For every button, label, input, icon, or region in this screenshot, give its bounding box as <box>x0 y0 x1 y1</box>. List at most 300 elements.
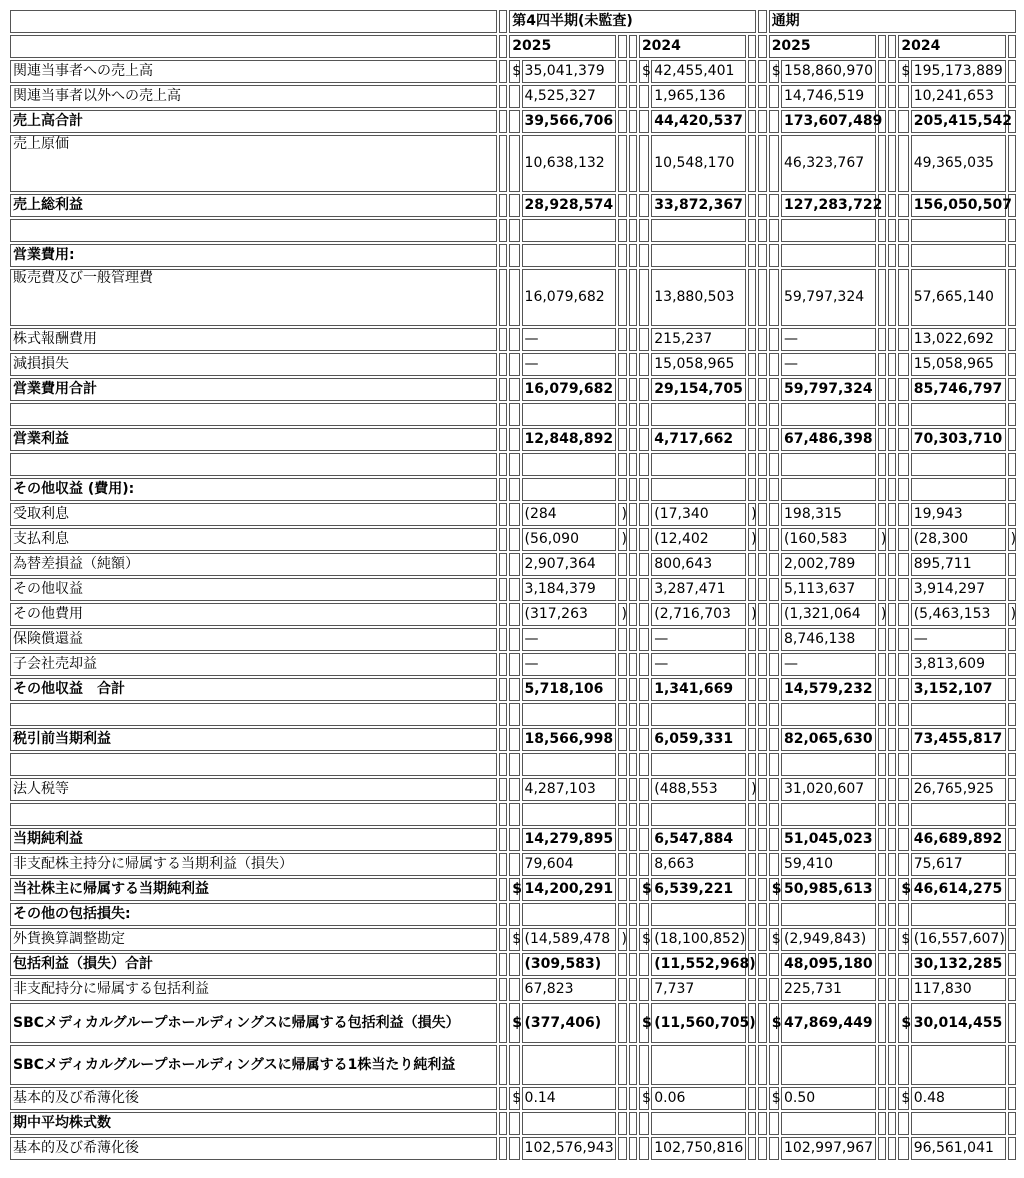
closing-paren-q4-2024 <box>748 110 756 133</box>
value-q4-2025: 12,848,892 <box>522 428 617 451</box>
currency-symbol-q4-2024 <box>639 194 649 217</box>
currency-symbol-q4-2025 <box>509 678 519 701</box>
currency-symbol-fy-2024 <box>898 244 908 267</box>
value-q4-2025: 14,279,895 <box>522 828 617 851</box>
currency-symbol-q4-2024 <box>639 978 649 1001</box>
value-q4-2025: 0.14 <box>522 1087 617 1110</box>
closing-paren-q4-2024 <box>748 753 756 776</box>
row-label: その他収益 <box>10 578 497 601</box>
row-label <box>10 453 497 476</box>
closing-paren-q4-2025 <box>618 135 626 192</box>
value-q4-2024: 3,287,471 <box>651 578 746 601</box>
value-fy-2024: 30,132,285 <box>911 953 1006 976</box>
currency-symbol-fy-2024 <box>898 135 908 192</box>
closing-paren-q4-2024 <box>748 328 756 351</box>
currency-symbol-q4-2024 <box>639 403 649 426</box>
currency-symbol-fy-2025 <box>769 403 779 426</box>
value-fy-2024: 3,152,107 <box>911 678 1006 701</box>
row-label: 支払利息 <box>10 528 497 551</box>
value-q4-2025: 67,823 <box>522 978 617 1001</box>
closing-paren-q4-2025 <box>618 1087 626 1110</box>
closing-paren-q4-2025 <box>618 1112 626 1135</box>
value-q4-2024: 7,737 <box>651 978 746 1001</box>
currency-symbol-q4-2025 <box>509 478 519 501</box>
closing-paren-q4-2025: ) <box>618 503 626 526</box>
currency-symbol-fy-2024 <box>898 1112 908 1135</box>
value-q4-2025: 18,566,998 <box>522 728 617 751</box>
row-label: 基本的及び希薄化後 <box>10 1087 497 1110</box>
value-fy-2025: (1,321,064 <box>781 603 876 626</box>
row-label: 減損損失 <box>10 353 497 376</box>
currency-symbol-q4-2024 <box>639 269 649 326</box>
currency-symbol-fy-2025 <box>769 1045 779 1085</box>
value-q4-2025 <box>522 703 617 726</box>
currency-symbol-fy-2024 <box>898 269 908 326</box>
value-fy-2025: 48,095,180 <box>781 953 876 976</box>
closing-paren-fy-2025 <box>878 85 886 108</box>
closing-paren-q4-2025 <box>618 703 626 726</box>
closing-paren-fy-2024 <box>1008 428 1016 451</box>
closing-paren-fy-2025 <box>878 453 886 476</box>
row-label <box>10 703 497 726</box>
closing-paren-fy-2024 <box>1008 653 1016 676</box>
value-q4-2025: (56,090 <box>522 528 617 551</box>
value-fy-2025 <box>781 244 876 267</box>
value-fy-2025: 102,997,967 <box>781 1137 876 1160</box>
closing-paren-q4-2025 <box>618 85 626 108</box>
closing-paren-q4-2024 <box>748 428 756 451</box>
row-label: 営業利益 <box>10 428 497 451</box>
currency-symbol-q4-2024 <box>639 219 649 242</box>
closing-paren-q4-2024 <box>748 803 756 826</box>
value-fy-2024: 70,303,710 <box>911 428 1006 451</box>
closing-paren-q4-2024 <box>748 903 756 926</box>
currency-symbol-fy-2024 <box>898 478 908 501</box>
currency-symbol-fy-2024 <box>898 503 908 526</box>
closing-paren-q4-2024: ) <box>748 503 756 526</box>
value-q4-2025 <box>522 1112 617 1135</box>
value-fy-2024 <box>911 219 1006 242</box>
currency-symbol-fy-2024 <box>898 603 908 626</box>
value-q4-2025: 79,604 <box>522 853 617 876</box>
value-q4-2025: 14,200,291 <box>522 878 617 901</box>
table-row <box>10 110 1016 133</box>
table-row <box>10 219 1016 242</box>
currency-symbol-q4-2025 <box>509 1045 519 1085</box>
closing-paren-q4-2024 <box>748 219 756 242</box>
closing-paren-fy-2024 <box>1008 753 1016 776</box>
closing-paren-fy-2025: ) <box>878 603 886 626</box>
row-label <box>10 219 497 242</box>
value-q4-2024: (17,340 <box>651 503 746 526</box>
value-fy-2024: 75,617 <box>911 853 1006 876</box>
closing-paren-fy-2025 <box>878 1045 886 1085</box>
value-fy-2025 <box>781 703 876 726</box>
closing-paren-q4-2025 <box>618 110 626 133</box>
currency-symbol-fy-2025 <box>769 478 779 501</box>
table-row <box>10 428 1016 451</box>
value-q4-2025: (317,263 <box>522 603 617 626</box>
closing-paren-fy-2025 <box>878 1087 886 1110</box>
table-row <box>10 903 1016 926</box>
currency-symbol-q4-2025 <box>509 803 519 826</box>
value-q4-2025: 16,079,682 <box>522 378 617 401</box>
closing-paren-fy-2024 <box>1008 578 1016 601</box>
table-row <box>10 578 1016 601</box>
closing-paren-q4-2024 <box>748 269 756 326</box>
value-q4-2024 <box>651 1112 746 1135</box>
currency-symbol-q4-2025 <box>509 853 519 876</box>
value-fy-2025 <box>781 753 876 776</box>
currency-symbol-fy-2025 <box>769 903 779 926</box>
table-row <box>10 778 1016 801</box>
currency-symbol-fy-2025 <box>769 328 779 351</box>
value-q4-2024: 6,539,221 <box>651 878 746 901</box>
closing-paren-q4-2025 <box>618 853 626 876</box>
table-row <box>10 878 1016 901</box>
closing-paren-q4-2025 <box>618 403 626 426</box>
row-label: 税引前当期利益 <box>10 728 497 751</box>
value-q4-2025: 102,576,943 <box>522 1137 617 1160</box>
closing-paren-q4-2025 <box>618 753 626 776</box>
value-fy-2025: — <box>781 328 876 351</box>
table-row <box>10 378 1016 401</box>
value-fy-2024: 73,455,817 <box>911 728 1006 751</box>
currency-symbol-q4-2024: $ <box>639 1003 649 1043</box>
closing-paren-fy-2025 <box>878 928 886 951</box>
closing-paren-q4-2024 <box>748 703 756 726</box>
value-fy-2024: — <box>911 628 1006 651</box>
row-label: 受取利息 <box>10 503 497 526</box>
table-row <box>10 1137 1016 1160</box>
row-label: SBCメディカルグループホールディングスに帰属する1株当たり純利益 <box>10 1045 497 1085</box>
currency-symbol-fy-2025 <box>769 269 779 326</box>
table-row <box>10 653 1016 676</box>
closing-paren-fy-2025 <box>878 503 886 526</box>
currency-symbol-q4-2025 <box>509 653 519 676</box>
closing-paren-q4-2024 <box>748 678 756 701</box>
value-q4-2025: (284 <box>522 503 617 526</box>
closing-paren-q4-2025 <box>618 244 626 267</box>
currency-symbol-q4-2025: $ <box>509 878 519 901</box>
currency-symbol-q4-2024 <box>639 110 649 133</box>
income-statement-table <box>8 8 1018 1162</box>
closing-paren-q4-2025 <box>618 553 626 576</box>
closing-paren-q4-2025 <box>618 728 626 751</box>
currency-symbol-q4-2024 <box>639 478 649 501</box>
currency-symbol-fy-2024 <box>898 85 908 108</box>
value-fy-2025: 173,607,489 <box>781 110 876 133</box>
currency-symbol-fy-2024 <box>898 578 908 601</box>
value-fy-2024 <box>911 478 1006 501</box>
currency-symbol-fy-2024 <box>898 453 908 476</box>
currency-symbol-fy-2024 <box>898 903 908 926</box>
closing-paren-fy-2024 <box>1008 878 1016 901</box>
closing-paren-fy-2024 <box>1008 953 1016 976</box>
currency-symbol-q4-2024 <box>639 953 649 976</box>
closing-paren-q4-2025 <box>618 1003 626 1043</box>
header-row-years <box>10 35 1016 58</box>
currency-symbol-q4-2024 <box>639 853 649 876</box>
currency-symbol-fy-2025 <box>769 219 779 242</box>
currency-symbol-q4-2025 <box>509 135 519 192</box>
value-fy-2024 <box>911 803 1006 826</box>
closing-paren-fy-2024: ) <box>1008 603 1016 626</box>
value-q4-2025 <box>522 803 617 826</box>
currency-symbol-q4-2024 <box>639 85 649 108</box>
currency-symbol-q4-2024 <box>639 244 649 267</box>
currency-symbol-q4-2025 <box>509 194 519 217</box>
currency-symbol-q4-2024 <box>639 828 649 851</box>
currency-symbol-fy-2024 <box>898 110 908 133</box>
value-q4-2024: 1,341,669 <box>651 678 746 701</box>
currency-symbol-fy-2025: $ <box>769 1003 779 1043</box>
closing-paren-q4-2025 <box>618 653 626 676</box>
closing-paren-q4-2024: ) <box>748 778 756 801</box>
value-q4-2025 <box>522 478 617 501</box>
closing-paren-q4-2025: ) <box>618 928 626 951</box>
closing-paren-fy-2024 <box>1008 269 1016 326</box>
table-row <box>10 85 1016 108</box>
value-fy-2025 <box>781 903 876 926</box>
value-fy-2024 <box>911 244 1006 267</box>
currency-symbol-fy-2024: $ <box>898 1087 908 1110</box>
row-label: その他収益 合計 <box>10 678 497 701</box>
value-q4-2024: — <box>651 653 746 676</box>
value-fy-2024: 156,050,507 <box>911 194 1006 217</box>
table-row <box>10 853 1016 876</box>
value-fy-2024: (16,557,607) <box>911 928 1006 951</box>
value-q4-2024: 1,965,136 <box>651 85 746 108</box>
closing-paren-q4-2025 <box>618 828 626 851</box>
value-q4-2024: 29,154,705 <box>651 378 746 401</box>
table-row <box>10 803 1016 826</box>
row-label: 売上総利益 <box>10 194 497 217</box>
closing-paren-fy-2024 <box>1008 978 1016 1001</box>
value-q4-2024: 0.06 <box>651 1087 746 1110</box>
currency-symbol-q4-2024 <box>639 703 649 726</box>
row-label: 売上原価 <box>10 135 497 192</box>
year-header-fy-2025: 2025 <box>769 35 876 58</box>
currency-symbol-q4-2025 <box>509 703 519 726</box>
currency-symbol-q4-2024 <box>639 328 649 351</box>
closing-paren-q4-2025 <box>618 428 626 451</box>
currency-symbol-q4-2025 <box>509 578 519 601</box>
value-fy-2024 <box>911 403 1006 426</box>
currency-symbol-fy-2024 <box>898 378 908 401</box>
value-fy-2024: 57,665,140 <box>911 269 1006 326</box>
closing-paren-q4-2025 <box>618 269 626 326</box>
currency-symbol-fy-2025 <box>769 753 779 776</box>
closing-paren-q4-2025: ) <box>618 603 626 626</box>
currency-symbol-fy-2025 <box>769 578 779 601</box>
closing-paren-fy-2025 <box>878 728 886 751</box>
table-row <box>10 60 1016 83</box>
value-fy-2025: (2,949,843) <box>781 928 876 951</box>
currency-symbol-fy-2024 <box>898 978 908 1001</box>
currency-symbol-fy-2025 <box>769 353 779 376</box>
value-q4-2025: 10,638,132 <box>522 135 617 192</box>
table-row <box>10 269 1016 326</box>
row-label <box>10 803 497 826</box>
closing-paren-fy-2024 <box>1008 244 1016 267</box>
closing-paren-fy-2024 <box>1008 728 1016 751</box>
value-q4-2024: 6,547,884 <box>651 828 746 851</box>
table-row <box>10 1112 1016 1135</box>
closing-paren-fy-2024 <box>1008 703 1016 726</box>
value-fy-2024: 3,914,297 <box>911 578 1006 601</box>
currency-symbol-fy-2025 <box>769 503 779 526</box>
value-fy-2025: 59,797,324 <box>781 269 876 326</box>
value-q4-2024: 42,455,401 <box>651 60 746 83</box>
table-row <box>10 753 1016 776</box>
closing-paren-q4-2025 <box>618 953 626 976</box>
currency-symbol-q4-2024 <box>639 378 649 401</box>
value-q4-2025 <box>522 753 617 776</box>
closing-paren-q4-2025 <box>618 803 626 826</box>
closing-paren-fy-2025 <box>878 60 886 83</box>
currency-symbol-fy-2025 <box>769 803 779 826</box>
value-fy-2025: 31,020,607 <box>781 778 876 801</box>
currency-symbol-fy-2024 <box>898 753 908 776</box>
closing-paren-fy-2024 <box>1008 60 1016 83</box>
closing-paren-fy-2025 <box>878 778 886 801</box>
closing-paren-fy-2024 <box>1008 503 1016 526</box>
currency-symbol-q4-2024 <box>639 903 649 926</box>
value-fy-2025: 82,065,630 <box>781 728 876 751</box>
value-q4-2025: — <box>522 353 617 376</box>
value-q4-2025: 35,041,379 <box>522 60 617 83</box>
currency-symbol-fy-2024 <box>898 853 908 876</box>
closing-paren-fy-2024 <box>1008 853 1016 876</box>
currency-symbol-fy-2025 <box>769 728 779 751</box>
currency-symbol-q4-2024 <box>639 753 649 776</box>
currency-symbol-q4-2025 <box>509 503 519 526</box>
currency-symbol-q4-2024 <box>639 653 649 676</box>
closing-paren-fy-2025 <box>878 353 886 376</box>
closing-paren-q4-2024 <box>748 135 756 192</box>
closing-paren-fy-2024 <box>1008 1003 1016 1043</box>
row-label: その他費用 <box>10 603 497 626</box>
currency-symbol-fy-2025 <box>769 628 779 651</box>
value-fy-2025 <box>781 803 876 826</box>
value-q4-2024 <box>651 703 746 726</box>
value-q4-2025 <box>522 903 617 926</box>
value-fy-2024: 3,813,609 <box>911 653 1006 676</box>
value-q4-2024: 8,663 <box>651 853 746 876</box>
closing-paren-q4-2025 <box>618 453 626 476</box>
value-fy-2024 <box>911 453 1006 476</box>
value-q4-2024: 13,880,503 <box>651 269 746 326</box>
value-fy-2024: 85,746,797 <box>911 378 1006 401</box>
closing-paren-q4-2025 <box>618 219 626 242</box>
row-label: 非支配株主持分に帰属する当期利益（損失） <box>10 853 497 876</box>
value-q4-2025 <box>522 453 617 476</box>
closing-paren-q4-2024 <box>748 60 756 83</box>
table-row <box>10 403 1016 426</box>
table-row <box>10 353 1016 376</box>
currency-symbol-fy-2025 <box>769 653 779 676</box>
closing-paren-q4-2025 <box>618 678 626 701</box>
closing-paren-fy-2025 <box>878 803 886 826</box>
row-label: 営業費用合計 <box>10 378 497 401</box>
value-fy-2025: 14,579,232 <box>781 678 876 701</box>
value-q4-2024 <box>651 219 746 242</box>
closing-paren-q4-2025 <box>618 478 626 501</box>
value-fy-2025: — <box>781 653 876 676</box>
row-label: 営業費用: <box>10 244 497 267</box>
value-q4-2024 <box>651 903 746 926</box>
value-q4-2024: (11,560,705) <box>651 1003 746 1043</box>
value-q4-2025 <box>522 403 617 426</box>
value-fy-2025: 59,410 <box>781 853 876 876</box>
currency-symbol-fy-2025 <box>769 135 779 192</box>
currency-symbol-q4-2025 <box>509 244 519 267</box>
currency-symbol-q4-2024 <box>639 578 649 601</box>
table-row <box>10 503 1016 526</box>
closing-paren-fy-2025 <box>878 135 886 192</box>
value-q4-2025: 28,928,574 <box>522 194 617 217</box>
table-row <box>10 135 1016 192</box>
closing-paren-fy-2025 <box>878 953 886 976</box>
currency-symbol-q4-2025: $ <box>509 60 519 83</box>
value-fy-2025: 127,283,722 <box>781 194 876 217</box>
table-row <box>10 1045 1016 1085</box>
closing-paren-fy-2025 <box>878 403 886 426</box>
closing-paren-q4-2025: ) <box>618 528 626 551</box>
table-row <box>10 244 1016 267</box>
table-row <box>10 194 1016 217</box>
value-q4-2025: (377,406) <box>522 1003 617 1043</box>
closing-paren-fy-2024 <box>1008 1045 1016 1085</box>
table-row <box>10 953 1016 976</box>
currency-symbol-fy-2024 <box>898 403 908 426</box>
currency-symbol-q4-2025 <box>509 553 519 576</box>
value-q4-2025: 4,287,103 <box>522 778 617 801</box>
closing-paren-fy-2024 <box>1008 403 1016 426</box>
value-fy-2024 <box>911 703 1006 726</box>
currency-symbol-q4-2025 <box>509 603 519 626</box>
currency-symbol-q4-2025 <box>509 978 519 1001</box>
closing-paren-q4-2024 <box>748 244 756 267</box>
currency-symbol-fy-2024 <box>898 353 908 376</box>
value-q4-2024 <box>651 803 746 826</box>
value-q4-2024: — <box>651 628 746 651</box>
currency-symbol-fy-2025 <box>769 553 779 576</box>
currency-symbol-q4-2024 <box>639 1137 649 1160</box>
currency-symbol-fy-2025 <box>769 244 779 267</box>
value-fy-2025 <box>781 219 876 242</box>
value-fy-2025: 8,746,138 <box>781 628 876 651</box>
closing-paren-fy-2025 <box>878 653 886 676</box>
closing-paren-fy-2024 <box>1008 803 1016 826</box>
value-q4-2024 <box>651 403 746 426</box>
value-fy-2025 <box>781 453 876 476</box>
row-label <box>10 403 497 426</box>
closing-paren-q4-2024 <box>748 1112 756 1135</box>
value-fy-2025: 225,731 <box>781 978 876 1001</box>
value-fy-2025: (160,583 <box>781 528 876 551</box>
currency-symbol-fy-2024 <box>898 828 908 851</box>
closing-paren-fy-2024 <box>1008 1112 1016 1135</box>
currency-symbol-q4-2025: $ <box>509 1087 519 1110</box>
currency-symbol-q4-2025 <box>509 428 519 451</box>
closing-paren-q4-2025 <box>618 578 626 601</box>
table-row <box>10 528 1016 551</box>
closing-paren-q4-2024 <box>748 553 756 576</box>
row-label: 当社株主に帰属する当期純利益 <box>10 878 497 901</box>
table-row <box>10 1003 1016 1043</box>
